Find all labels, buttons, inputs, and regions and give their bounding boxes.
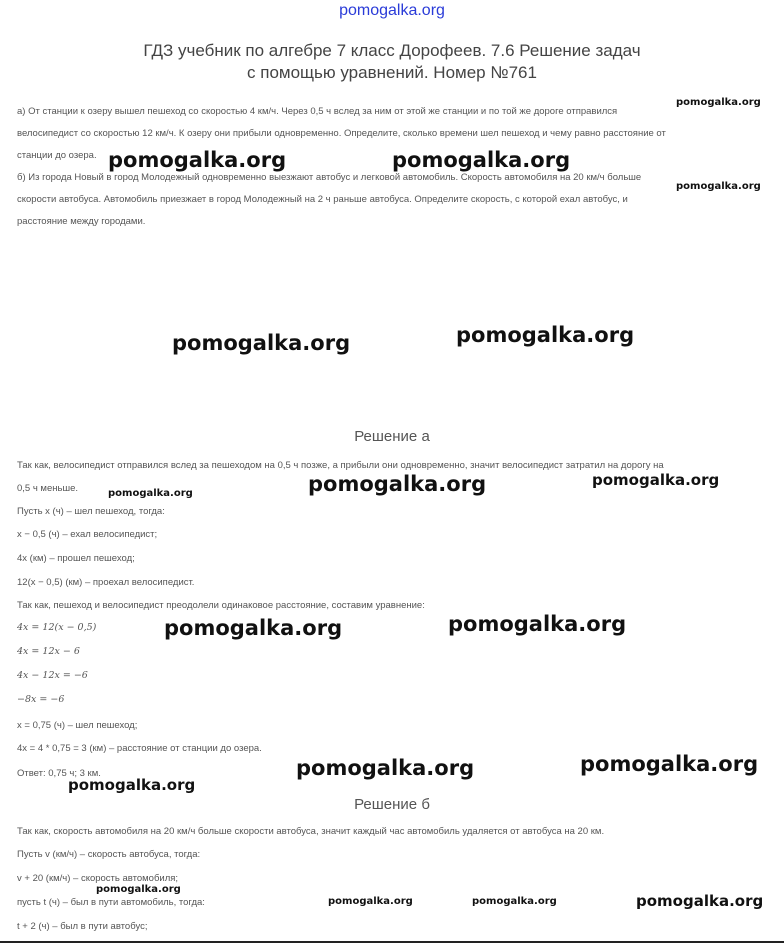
watermark: pomogalka.org [392, 148, 571, 172]
watermark: pomogalka.org [96, 884, 181, 895]
solution-b-line: Так как, скорость автомобиля на 20 км/ч больше скорости автобуса, значит каждый час автомобиль удаляется от автобуса на 20 км. [17, 826, 605, 837]
solution-b-line: v + 20 (км/ч) – скорость автомобиля; [17, 873, 179, 884]
solution-a-line: Пусть x (ч) – шел пешеход, тогда: [17, 506, 165, 517]
watermark: pomogalka.org [328, 896, 413, 907]
watermark: pomogalka.org [592, 471, 720, 489]
watermark: pomogalka.org [308, 472, 487, 496]
task-a-line3: станции до озера. [17, 150, 97, 161]
watermark: pomogalka.org [676, 181, 761, 192]
task-b-line1: б) Из города Новый в город Молодежный одновременно выезжают автобус и легковой автомобиль. Скорость автомобиля на 20 км/ч больше [17, 172, 642, 183]
equation-line: −8x = −6 [17, 694, 65, 705]
page-title-line1: ГДЗ учебник по алгебре 7 класс Дорофеев. 7.6 Решение задач [143, 41, 641, 60]
solution-a-line: 0,5 ч меньше. [17, 483, 78, 494]
watermark: pomogalka.org [164, 616, 343, 640]
solution-a-line: Так как, пешеход и велосипедист преодолели одинаковое расстояние, составим уравнение: [17, 600, 425, 611]
solution-a-line: x = 0,75 (ч) – шел пешеход; [17, 720, 138, 731]
site-header-link[interactable]: pomogalka.org [339, 2, 445, 19]
page-bottom-divider [0, 941, 784, 943]
equation-line: 4x = 12(x − 0,5) [17, 622, 97, 633]
watermark: pomogalka.org [68, 776, 196, 794]
solution-b-line: пусть t (ч) – был в пути автомобиль, тогда: [17, 897, 205, 908]
watermark: pomogalka.org [580, 752, 759, 776]
solution-a-heading: Решение а [354, 428, 430, 445]
task-a-line1: а) От станции к озеру вышел пешеход со скоростью 4 км/ч. Через 0,5 ч вслед за ним от этой же станции и по той же дороге отправился [17, 106, 618, 117]
task-b-line2: скорости автобуса. Автомобиль приезжает в город Молодежный на 2 ч раньше автобуса. Определите скорость, с которой ехал автобус, и [17, 194, 628, 205]
watermark: pomogalka.org [676, 97, 761, 108]
watermark: pomogalka.org [108, 148, 287, 172]
watermark: pomogalka.org [448, 612, 627, 636]
solution-a-line: 4x (км) – прошел пешеход; [17, 553, 135, 564]
watermark: pomogalka.org [108, 488, 193, 499]
page-title [0, 40, 784, 84]
equation-line: 4x = 12x − 6 [17, 646, 80, 657]
solution-a-line: Так как, велосипедист отправился вслед за пешеходом на 0,5 ч позже, а прибыли они одновременно, значит велосипедист затратил на дорогу на [17, 460, 664, 471]
solution-b-line: t + 2 (ч) – был в пути автобус; [17, 921, 148, 932]
watermark: pomogalka.org [172, 331, 351, 355]
page-title-line2: с помощью уравнений. Номер №761 [247, 63, 537, 82]
equation-line: 4x − 12x = −6 [17, 670, 88, 681]
solution-a-line: x − 0,5 (ч) – ехал велосипедист; [17, 529, 158, 540]
task-a-line2: велосипедист со скоростью 12 км/ч. К озеру они прибыли одновременно. Определите, сколько времени шел пешеход и чему равно расстояние от [17, 128, 666, 139]
watermark: pomogalka.org [636, 892, 764, 910]
task-b-line3: расстояние между городами. [17, 216, 146, 227]
solution-a-line: 4x = 4 * 0,75 = 3 (км) – расстояние от станции до озера. [17, 743, 262, 754]
watermark: pomogalka.org [296, 756, 475, 780]
watermark: pomogalka.org [456, 323, 635, 347]
solution-b-heading: Решение б [354, 796, 430, 813]
answer-a: Ответ: 0,75 ч; 3 км. [17, 768, 101, 779]
watermark: pomogalka.org [472, 896, 557, 907]
solution-b-line: Пусть v (км/ч) – скорость автобуса, тогда: [17, 849, 201, 860]
solution-a-line: 12(x − 0,5) (км) – проехал велосипедист. [17, 577, 195, 588]
